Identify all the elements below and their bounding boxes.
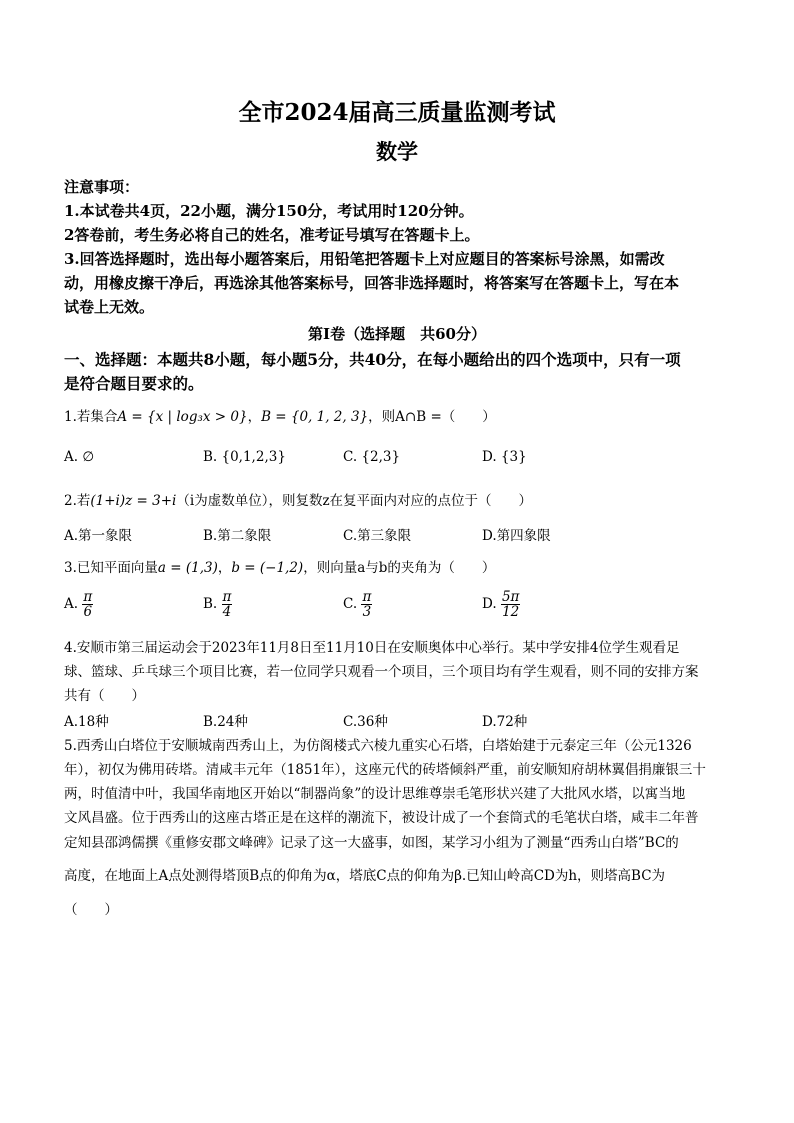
exam-title: 全市2024届高三质量监测考试 <box>238 99 556 126</box>
question-1-stem: 1.若集合A = {x | log₃x > 0}，B = {0, 1, 2, 3}，则A∩B =（ ） <box>64 409 496 425</box>
notice-item-3-end: 试卷上无效。 <box>64 298 155 316</box>
question-4-stem-line-2: 球、篮球、乒乓球三个项目比赛，若一位同学只观看一个项目，三个项目均有学生观看，则不同的安排方案 <box>64 664 699 680</box>
question-5-line-5: 定知县邵鸿儒撰《重修安郡文峰碑》记录了这一大盛事，如图，某学习小组为了测量“西秀山白塔”BC的 <box>64 835 679 851</box>
notice-item-3: 3.回答选择题时，选出每小题答案后，用铅笔把答题卡上对应题目的答案标号涂黑，如需改 <box>64 250 665 268</box>
fraction: $\frac{\pi}{4}$ <box>222 589 232 621</box>
question-4-stem-line-1: 4.安顺市第三届运动会于2023年11月8日至11月10日在安顺奥体中心举行。某中学安排4位学生观看足 <box>64 640 680 656</box>
question-1-option-d: D. {3} <box>482 449 527 465</box>
question-2-stem: 2.若(1+i)z = 3+i（i为虚数单位），则复数z在复平面内对应的点位于（ ） <box>64 493 533 509</box>
question-4-option-c: C.36种 <box>343 714 388 730</box>
question-5-line-1: 5.西秀山白塔位于安顺城南西秀山上，为仿阁楼式六棱九重实心石塔，白塔始建于元泰定三年（公元1326 <box>64 738 692 754</box>
question-1-option-b: B. {0,1,2,3} <box>203 449 286 465</box>
exam-subject: 数学 <box>376 139 418 164</box>
question-1-option-a: A. ∅ <box>64 449 95 465</box>
question-2-option-a: A.第一象限 <box>64 528 133 544</box>
notice-item-2: 2答卷前，考生务必将自己的姓名，准考证号填写在答题卡上。 <box>64 226 480 244</box>
section-heading: 一、选择题：本题共8小题，每小题5分，共40分，在每小题给出的四个选项中，只有一项 <box>64 350 681 369</box>
notice-item-1: 1.本试卷共4页，22小题，满分150分，考试用时120分钟。 <box>64 202 474 220</box>
notice-item-3-cont: 动，用橡皮擦干净后，再选涂其他答案标号，回答非选择题时，将答案写在答题卡上，写在本 <box>64 274 680 292</box>
question-2-option-d: D.第四象限 <box>482 528 551 544</box>
question-5-line-6: 高度，在地面上A点处测得塔顶B点的仰角为α，塔底C点的仰角为β.已知山岭高CD为h，则塔高BC为 <box>64 868 666 884</box>
question-4-option-d: D.72种 <box>482 714 528 730</box>
question-3-option-c: C. $\frac{\pi}{3}$ <box>343 589 372 621</box>
question-2-option-c: C.第三象限 <box>343 528 412 544</box>
question-4-option-b: B.24种 <box>203 714 248 730</box>
set-a-expression: A = {x | log₃x > 0} <box>117 409 248 425</box>
set-b-expression: B = {0, 1, 2, 3} <box>261 409 369 425</box>
notice-heading: 注意事项： <box>64 178 140 196</box>
fraction: $\frac{\pi}{6}$ <box>83 589 93 621</box>
question-5-line-7: （ ） <box>64 902 118 918</box>
vector-b-expression: b = (−1,2) <box>231 560 304 576</box>
question-5-line-3: 两，时值清中叶，我国华南地区开始以“制器尚象”的设计思维尊崇毛笔形状兴建了大批风水塔，以寓当地 <box>64 786 686 802</box>
question-5-line-4: 文风昌盛。位于西秀山的这座古塔正是在这样的潮流下，被设计成了一个套筒式的毛笔状白塔，咸丰二年普 <box>64 810 699 826</box>
question-3-option-d: D. $\frac{5\pi}{12}$ <box>482 589 520 621</box>
part-one-heading: 第Ⅰ卷（选择题 共60分） <box>308 325 486 343</box>
question-5-line-2: 年），初仅为佛用砖塔。清咸丰元年（1851年），这座元代的砖塔倾斜严重，前安顺知府胡林翼倡捐廉银三十 <box>64 762 706 778</box>
question-4-option-a: A.18种 <box>64 714 109 730</box>
question-3-stem: 3.已知平面向量a = (1,3)，b = (−1,2)，则向量a与b的夹角为（ ） <box>64 560 496 576</box>
question-4-stem-line-3: 共有（ ） <box>64 688 145 704</box>
fraction: $\frac{5\pi}{12}$ <box>501 589 520 621</box>
question-3-option-a: A. $\frac{\pi}{6}$ <box>64 589 93 621</box>
complex-equation: (1+i)z = 3+i <box>90 493 177 509</box>
question-1-option-c: C. {2,3} <box>343 449 401 465</box>
question-3-option-b: B. $\frac{\pi}{4}$ <box>203 589 232 621</box>
fraction: $\frac{\pi}{3}$ <box>362 589 372 621</box>
question-2-option-b: B.第二象限 <box>203 528 272 544</box>
vector-a-expression: a = (1,3) <box>157 560 218 576</box>
section-heading-cont: 是符合题目要求的。 <box>64 374 204 393</box>
